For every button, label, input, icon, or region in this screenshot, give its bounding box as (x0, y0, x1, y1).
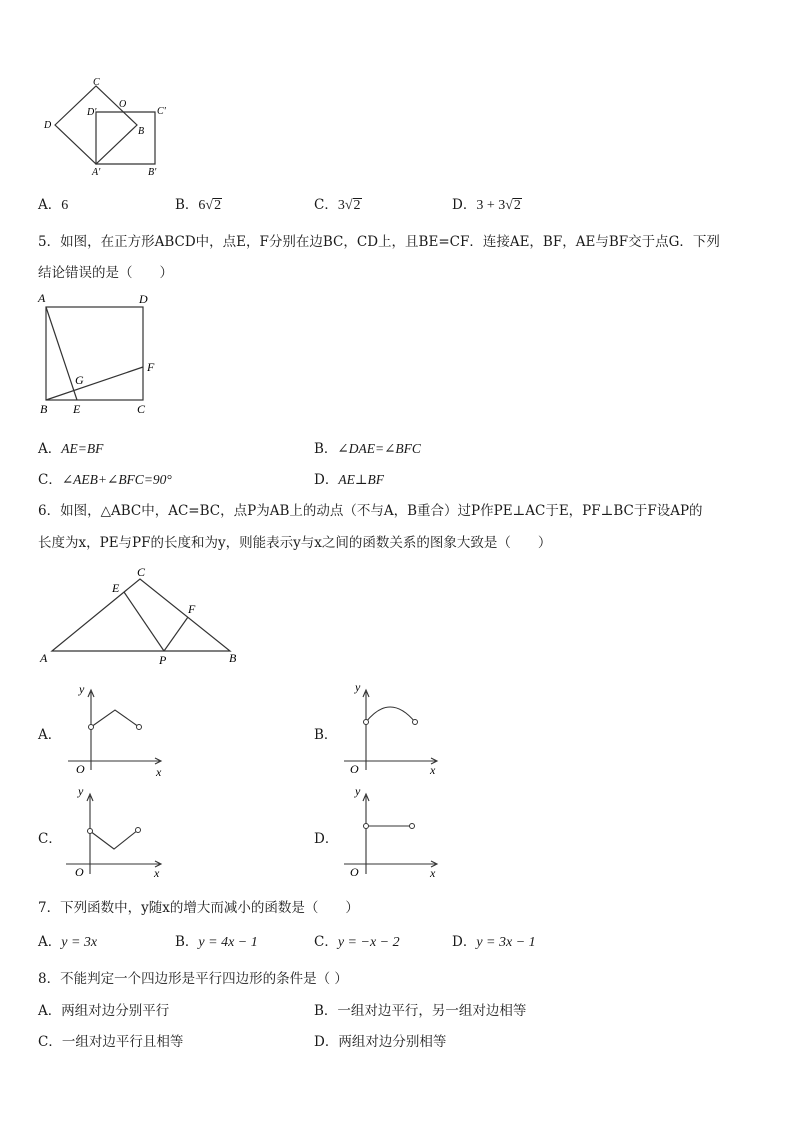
axis-origin: O (76, 762, 85, 776)
option-text: y = −x − 2 (337, 935, 400, 950)
q5-option-a[interactable] (38, 437, 103, 457)
q4-option-a[interactable] (38, 193, 68, 214)
option-text: AE=BF (61, 441, 104, 456)
q4-figure (40, 76, 190, 180)
option-letter: B． (175, 934, 199, 950)
option-text: y = 4x − 1 (198, 935, 258, 950)
q6-option-a-graph[interactable] (60, 680, 170, 780)
option-text: ∠AEB+∠BFC=90° (61, 472, 172, 487)
option-text: y = 3x (61, 935, 98, 950)
q6-triangle-figure (38, 563, 248, 668)
q4-label-D-prime: D' (87, 107, 97, 118)
q5-label-D: D (139, 292, 148, 306)
q6-option-d-graph[interactable] (336, 784, 446, 884)
q6-stem-line1: 6．如图，△ABC中，AC=BC，点P为AB上的动点（不与A，B重合）过P作PE⊥AC于E，PF⊥BC于F设AP的 (38, 503, 703, 519)
q4-label-B-prime: B' (148, 167, 157, 178)
q4-label-C: C (93, 77, 100, 88)
q4-label-D: D (44, 120, 52, 131)
option-text: 两组对边分别相等 (338, 1034, 447, 1050)
option-letter: B． (175, 197, 199, 213)
q5-label-F: F (147, 360, 155, 374)
option-text: y = 3x − 1 (476, 935, 536, 950)
option-letter: D． (452, 197, 477, 213)
option-letter: A． (38, 1003, 62, 1019)
option-letter: D． (314, 472, 339, 488)
axis-y: y (79, 682, 85, 696)
q4-option-d[interactable]: D．3 + 3√2 (452, 197, 521, 213)
q8-stem: 8．不能判定一个四边形是平行四边形的条件是（ ） (38, 971, 348, 987)
q6-label-C: C (137, 565, 146, 579)
option-text: 两组对边分别平行 (61, 1003, 170, 1019)
q6-label-P: P (159, 653, 167, 667)
q7-option-b[interactable] (175, 930, 258, 951)
q6-option-a-letter[interactable]: A． (38, 727, 62, 743)
q8-option-b[interactable] (314, 999, 526, 1019)
option-value: 6 (61, 198, 69, 213)
q5-option-b[interactable] (314, 437, 421, 457)
option-text: 一组对边平行且相等 (61, 1034, 184, 1050)
option-letter: A． (38, 197, 62, 213)
q5-stem-line2: 结论错误的是（ ） (38, 265, 173, 281)
option-letter: C． (38, 472, 62, 488)
option-coef: 3 + 3 (476, 198, 506, 213)
axis-origin: O (350, 762, 359, 776)
option-radicand: 2 (214, 198, 222, 213)
q8-option-c[interactable] (38, 1030, 183, 1050)
option-coef: 6 (198, 198, 206, 213)
q7-option-a[interactable] (38, 930, 97, 951)
q7-option-d[interactable] (452, 930, 536, 951)
axis-y: y (78, 784, 84, 798)
q4-option-c[interactable]: C．3√2 (314, 197, 361, 213)
option-letter: D． (314, 1034, 339, 1050)
option-radicand: 2 (513, 198, 521, 213)
axis-x: x (156, 765, 162, 779)
q4-option-b[interactable]: B．6√2 (175, 197, 222, 213)
option-coef: 3 (337, 198, 345, 213)
q5-label-E: E (73, 402, 81, 416)
option-text: 一组对边平行，另一组对边相等 (337, 1003, 527, 1019)
option-letter: B． (314, 1003, 338, 1019)
option-letter: C． (314, 197, 338, 213)
option-text: ∠DAE=∠BFC (337, 441, 421, 456)
option-letter: B． (314, 441, 338, 457)
q5-label-G: G (75, 373, 84, 387)
q6-label-B: B (229, 651, 237, 665)
q6-option-b-letter[interactable]: B． (314, 727, 338, 743)
q5-label-B: B (40, 402, 48, 416)
q4-label-B: B (138, 126, 145, 137)
q6-stem-line2: 长度为x，PE与PF的长度和为y，则能表示y与x之间的函数关系的图象大致是（ ） (38, 535, 552, 551)
axis-x: x (430, 866, 436, 880)
axis-x: x (430, 763, 436, 777)
q4-label-O: O (119, 99, 127, 110)
option-letter: D． (452, 934, 477, 950)
q6-label-A: A (40, 651, 48, 665)
q4-label-C-prime: C' (157, 106, 166, 117)
q6-option-c-graph[interactable] (60, 784, 170, 884)
axis-y: y (355, 784, 361, 798)
option-letter: C． (314, 934, 338, 950)
option-letter: A． (38, 934, 62, 950)
q6-option-c-letter[interactable]: C． (38, 831, 62, 847)
q6-label-E: E (112, 581, 120, 595)
q6-option-d-letter[interactable]: D． (314, 831, 339, 847)
axis-origin: O (75, 865, 84, 879)
q7-option-c[interactable] (314, 930, 400, 951)
option-radicand: 2 (353, 198, 361, 213)
q6-label-F: F (188, 602, 196, 616)
q5-figure (36, 290, 166, 420)
q7-stem: 7．下列函数中，y随x的增大而减小的函数是（ ） (38, 900, 359, 916)
axis-origin: O (350, 865, 359, 879)
axis-x: x (154, 866, 160, 880)
q8-option-d[interactable] (314, 1030, 446, 1050)
q5-option-c[interactable] (38, 468, 172, 488)
option-letter: A． (38, 441, 62, 457)
option-text: AE⊥BF (338, 472, 385, 487)
q5-option-d[interactable] (314, 468, 384, 488)
q5-stem-line1: 5．如图，在正方形ABCD中，点E，F分别在边BC，CD上，且BE=CF．连接AE，BF，AE与BF交于点G．下列 (38, 234, 720, 250)
q5-label-A: A (38, 291, 46, 305)
q5-label-C: C (137, 402, 146, 416)
q4-label-A-prime: A' (92, 167, 101, 178)
q8-option-a[interactable] (38, 999, 169, 1019)
q6-option-b-graph[interactable] (336, 680, 446, 780)
axis-y: y (355, 680, 361, 694)
option-letter: C． (38, 1034, 62, 1050)
